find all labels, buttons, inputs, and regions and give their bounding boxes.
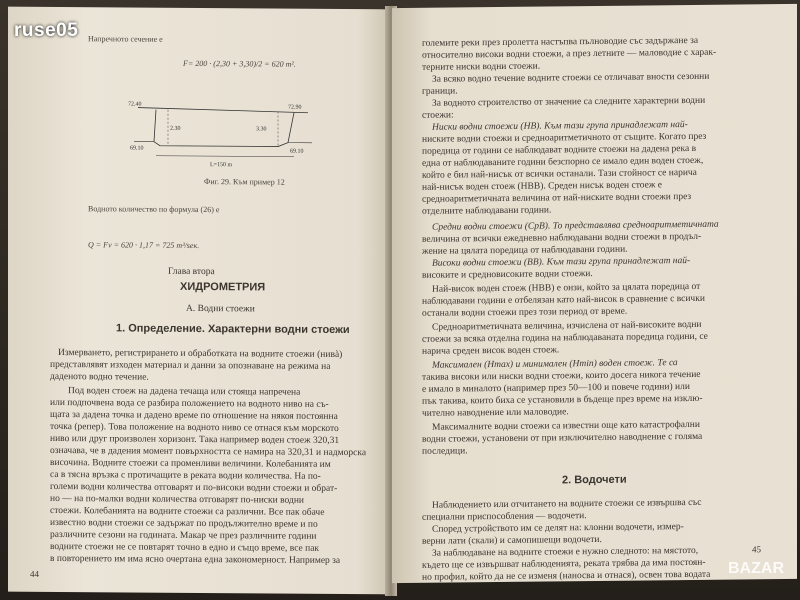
left-text-line: А. Водни стоежи — [186, 303, 255, 315]
right-text-line: относително високи водни стоежи, а през летните — маловодие с харак- — [422, 47, 717, 61]
left-text-line: Глава втора — [168, 266, 215, 278]
left-text-line: Q = Fv = 620 · 1,17 = 725 m³/sек. — [88, 240, 200, 251]
right-text-line: Наблюдението или отчитането на водните стоежи се извършва със — [432, 497, 702, 511]
right-text-line: където ще се извършват наблюденията, реката трябва да има постоян- — [422, 557, 706, 571]
left-text-line: различните сезони на годината. Макар че през различните години — [50, 529, 317, 542]
right-text-line: наблюдавани години е отбелязан като най-висок в сравнение с всички — [422, 293, 705, 307]
left-text-line: големи водни количества отговарят и по-високи водни стоежи и обрат- — [50, 481, 338, 494]
right-text-line: стоежи: — [422, 110, 454, 121]
right-text-line: стоежи за всяка отделна година на наблюдаваната поредица години, се — [422, 331, 708, 345]
right-text-line: отделните наблюдавани години. — [422, 205, 552, 217]
right-text-line: За водното строителство от значение са следните характерни водни — [432, 95, 706, 109]
right-text-line: средноаритметичната величина от най-ниските водни стоежи през — [422, 191, 692, 205]
right-text-line: последици. — [422, 446, 468, 457]
right-text-line: Средни водни стоежи (СрВ). То представлява средноаритметичната — [432, 219, 719, 233]
right-text-line: водни стоежи, установени от при изключително наводнение с голяма — [422, 431, 703, 445]
label-left-bottom: 69.10 — [130, 145, 144, 152]
left-text-line: ХИДРОМЕТРИЯ — [180, 280, 266, 294]
label-right-bottom: 69.10 — [290, 148, 304, 155]
right-text-line: граници. — [422, 86, 458, 97]
right-text-line: високите и средновисоките водни стоежи. — [422, 269, 593, 281]
left-text-line: Измерването, регистрирането и обработката на водните стоежи (нивà) — [58, 348, 343, 361]
right-text-line: Средноаритметичната величина, изчислена от най-високите водни — [432, 319, 702, 333]
left-text-line: Под воден стоеж на дадена течаща или стояща напречена — [68, 386, 301, 398]
left-text-line: стоежи. Колебанията на водните стоежи са различни. Все пак обаче — [50, 505, 325, 518]
left-text-line: точка (репер). Това положение на водното ниво се отнася към морското — [50, 421, 339, 434]
watermark: ruse05 — [14, 20, 79, 41]
label-width: L=150 m — [210, 162, 233, 169]
right-text-line: останали водни стоежи през този период от време. — [422, 306, 628, 319]
right-text-line: най-нисък воден стоеж (НВВ). Среден нисък воден стоеж е — [422, 180, 662, 193]
left-text-line: представлявят изходен материал и данни за опознаване на режима на — [50, 359, 331, 372]
left-text-line: или подпочвена вода се разбира положението на водното ниво на съ- — [50, 397, 329, 410]
width-dimension-line — [156, 156, 294, 157]
left-text-line: даденото водно течение. — [50, 371, 149, 383]
right-text-line: Ниски водни стоежи (НВ). Към тази група принадлежат най- — [432, 120, 688, 133]
water-surface-line — [138, 108, 308, 113]
label-left-top: 72.40 — [128, 101, 142, 108]
left-text-line: в повторението им има ясно очертана една закономерност. Например за — [50, 553, 341, 566]
right-text-line: Високи водни стоежи (ВВ). Към тази група принадлежат най- — [432, 255, 691, 269]
left-text-line: ниво или друг произволен хоризонт. Така например воден стоеж 320,31 — [50, 433, 340, 446]
right-text-line: ниските водни стоежи и средноаритметичното от същите. Когато през — [422, 131, 707, 145]
right-text-line: който е бил най-нисък от всички останали. Тази стойност се нарича — [422, 167, 697, 181]
left-text-line: щата за дадена точка и дадено време по отношение на някоя постоянна — [50, 409, 338, 422]
right-text-line: е имало в миналото (например през 50—100 и повече години) или — [422, 382, 690, 395]
right-text-line: нарича среден висок воден стоеж. — [422, 345, 560, 357]
right-text-line: За всяко водно течение водните стоежи се отличават вности сезонни — [432, 71, 710, 85]
right-text-line: За наблюдаване на водните стоежи е нужно следното: на мястото, — [432, 545, 699, 559]
left-text-line: но — на по-малки водни количества отговарят по-ниски водни — [50, 493, 304, 506]
left-page-number: 44 — [30, 568, 39, 579]
right-text-line: пък такива, които биха се установили в бъдеще през време на изклю- — [422, 393, 703, 407]
left-text-line: Водното количество по формула (26) е — [88, 204, 220, 215]
left-text-line: означава, че в дадения момент повърхността се намира на 320,31 и надморска — [50, 445, 367, 459]
right-text-line: Максимален (Hmax) и минимален (Hmin) воден стоеж. Те са — [432, 358, 678, 371]
right-page — [392, 4, 797, 583]
right-page-number: 45 — [752, 544, 761, 555]
left-text-line: са в тясна връзка с протичащите в реката водни количества. На по- — [50, 469, 321, 482]
label-depth-right: 3.30 — [256, 126, 267, 133]
right-text-line: величина от всички ежедневно наблюдавани водни стоежи в продъл- — [422, 231, 702, 245]
left-page — [8, 7, 388, 595]
left-text-line: Фиг. 29. Към пример 12 — [204, 177, 285, 187]
left-text-line: F= 200 · (2,30 + 3,30)/2 = 620 m². — [183, 58, 296, 69]
right-text-line: верни лати (скали) и самопишещи водочети. — [422, 534, 602, 547]
right-text-line: терните ниски водни стоежи. — [422, 61, 541, 73]
cross-section-figure — [128, 98, 318, 171]
label-right-top: 72.90 — [288, 104, 302, 111]
right-text-line: чително наводнение или маловодие. — [422, 407, 569, 419]
right-text-line: Най-висок воден стоеж (НВВ) е онзи, който за цялата поредица от — [432, 281, 701, 295]
label-depth-left: 2.30 — [170, 125, 181, 132]
left-text-line: Напречното сечение е — [88, 34, 163, 44]
marketplace-logo: BAZAR — [728, 560, 784, 577]
right-text-line: Според устройството им се делят на: клонни водочети, измер- — [432, 522, 684, 535]
left-text-line: височина. Водните стоежи са променливи величини. Колебанията им — [50, 457, 331, 470]
right-text-line: големите реки през пролетта настъпва пълноводие със задържане за — [422, 35, 699, 49]
left-text-line: 1. Определение. Характерни водни стоежи — [116, 322, 350, 337]
right-text-line: една от наблюдаваните години безспорно се имало един воден стоеж, — [422, 155, 704, 169]
right-text-line: специални приспособления — водочети. — [422, 511, 587, 523]
left-text-line: водните стоежи не се повтарят точно в едно и също време, все пак — [50, 541, 320, 554]
right-text-line: но профил, който да не се изменя (наносва и отнася), освен това водата — [422, 569, 711, 583]
right-text-line: такива високи или ниски водни стоежи, които досега никога течение — [422, 369, 701, 383]
right-text-line: 2. Водочети — [562, 473, 627, 487]
left-text-line: известно водни стоежи се задържат по продължително време и по — [50, 517, 318, 530]
right-text-line: жение на цялата поредица от наблюдавани години. — [422, 244, 628, 257]
right-text-line: Максималните водни стоежи са известни още като катастрофални — [432, 419, 700, 433]
right-text-line: поредица от години се наблюдават водните стоежи на дадена река в — [422, 143, 697, 157]
